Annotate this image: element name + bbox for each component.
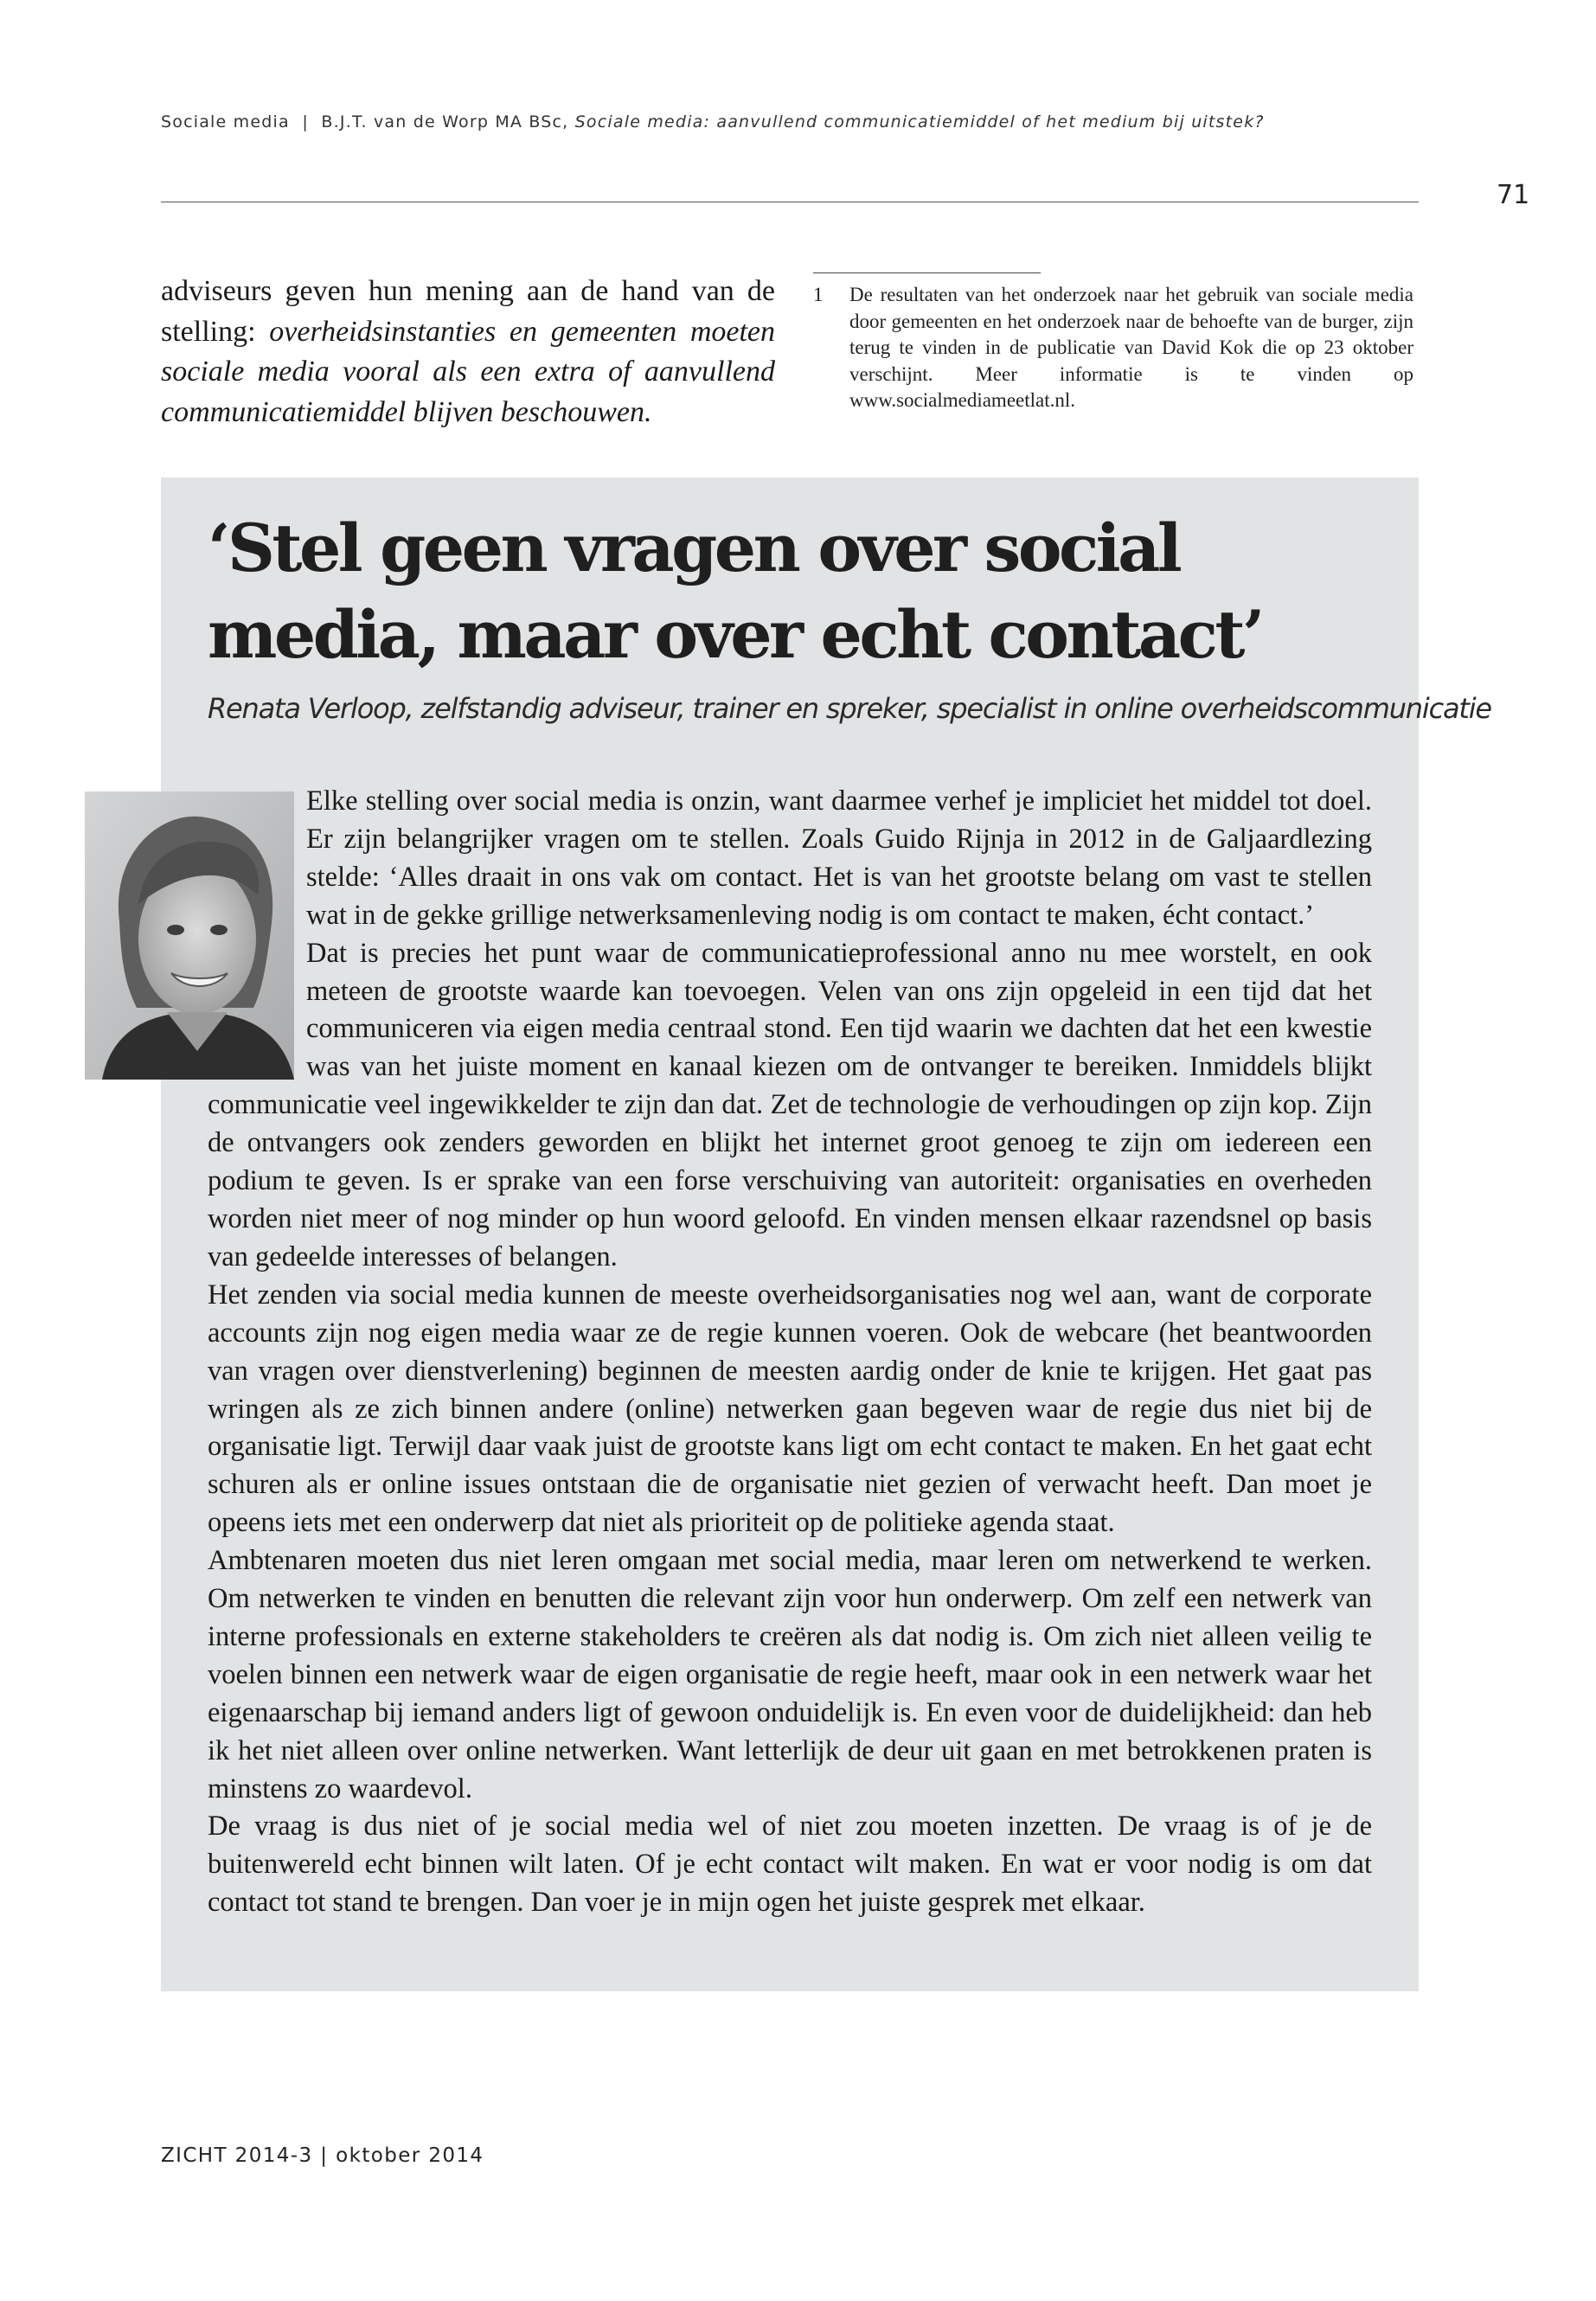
body-paragraph: De vraag is dus niet of je social media wel of niet zou moeten inzetten. De vraag is of je de buitenwereld echt binnen wilt laten. Of je echt contact wilt maken. En wat er voor nodig is om dat contact tot stand te brengen. Dan voer je in mijn ogen het juiste gesprek met elkaar. [208, 1811, 1372, 1919]
intro-paragraph [161, 272, 775, 433]
running-head-separator: | [302, 112, 309, 131]
running-head-title: Sociale media: aanvullend communicatiemiddel of het medium bij uitstek? [574, 112, 1265, 131]
body-paragraph: Dat is precies het punt waar de communicatieprofessional anno nu mee worstelt, en ook meteen de grootste waarde kan toevoegen. Velen van ons zijn opgeleid in een tijd dat het communiceren via eigen media centraal stond. Een tijd waarin we dachten dat het een kwestie was van het juiste moment en kanaal kiezen om de ontvanger te bereiken. Inmiddels blijkt communicatie veel ingewikkelder te zijn dan dat. Zet de technologie de verhoudingen op zijn kop. Zijn de ontvangers ook zenders geworden en blijkt het internet groot genoeg te zijn om iedereen een podium te geven. Is er sprake van een forse verschuiving van autoriteit: organisaties en overheden worden niet meer of nog minder op hun woord geloofd. En vinden mensen elkaar razendsnel op basis van gedeelde interesses of belangen. [208, 937, 1372, 1272]
intro-text: adviseurs geven hun mening aan de hand van de stelling: [161, 275, 775, 348]
running-head-author: B.J.T. van de Worp MA BSc, [321, 112, 569, 131]
footer-journal: ZICHT 2014-3 [161, 2144, 313, 2167]
body-paragraph: Het zenden via social media kunnen de meeste overheidsorganisaties nog wel aan, want de corporate accounts zijn nog eigen media waar ze de regie kunnen voeren. Ook de webcare (het beantwoorden van vragen over dienstverlening) beginnen de meesten aardig onder de knie te krijgen. Het gaat pas wringen als ze zich binnen andere (online) netwerken gaan begeven waar de regie dus niet bij de organisatie ligt. Terwijl daar vaak juist de grootste kans ligt om echt contact te maken. En het gaat echt schuren als er online issues ontstaan die de organisatie niet gezien of verwacht heeft. Dan moet je opeens iets met een onderwerp dat niet als prioriteit op de politieke agenda staat. [208, 1279, 1372, 1539]
footnote-number: 1 [813, 284, 824, 305]
footer-separator: | [320, 2144, 329, 2167]
page-footer [161, 2144, 484, 2167]
footnote-rule [813, 272, 1041, 273]
footer-date: oktober 2014 [336, 2144, 484, 2167]
running-head [161, 112, 1372, 131]
box-byline: Renata Verloop, zelfstandig adviseur, trainer en spreker, specialist in online overheidscommunicatie [208, 692, 1491, 725]
footnote-text: De resultaten van het onderzoek naar het gebruik van sociale media door gemeenten en het onderzoek naar de behoefte van de burger, zijn terug te vinden in de publicatie van David Kok die op 23 oktober verschijnt. Meer informatie is te vinden op www.socialmediameetlat.nl. [849, 284, 1413, 411]
interview-body [208, 783, 1372, 1922]
body-paragraph: Ambtenaren moeten dus niet leren omgaan met social media, maar leren om netwerkend te werken. Om netwerken te vinden en benutten die relevant zijn voor hun onderwerp. Om zelf een netwerk van interne professionals en externe stakeholders te creëren als dat nodig is. Om zich niet alleen veilig te voelen binnen een netwerk waar de eigen organisatie de regie heeft, maar ook in een netwerk waar het eigenaarschap bij iemand anders ligt of gewoon onduidelijk is. En even voor de duidelijkheid: dan heb ik het niet alleen over online netwerken. Want letterlijk de deur uit gaan en met betrokkenen praten is minstens zo waardevol. [208, 1545, 1372, 1804]
photo-wrap-spacer [192, 783, 306, 1076]
box-headline: ‘Stel geen vragen over social media, maar over echt contact’ [208, 510, 1262, 673]
intro-statement: overheidsinstanties en gemeenten moeten sociale media vooral als een extra of aanvullend communicatiemiddel blijven beschouwen. [161, 315, 776, 428]
page-number: 71 [1497, 180, 1530, 210]
running-head-section: Sociale media [161, 112, 290, 131]
body-paragraph: Elke stelling over social media is onzin, want daarmee verhef je impliciet het middel tot doel. Er zijn belangrijker vragen om te stellen. Zoals Guido Rijnja in 2012 in de Galjaardlezing stelde: ‘Alles draait in ons vak om contact. Het is van het grootste belang om vast te stellen wat in de gekke grillige netwerksamenleving nodig is om contact te maken, écht contact.’ [306, 785, 1372, 931]
